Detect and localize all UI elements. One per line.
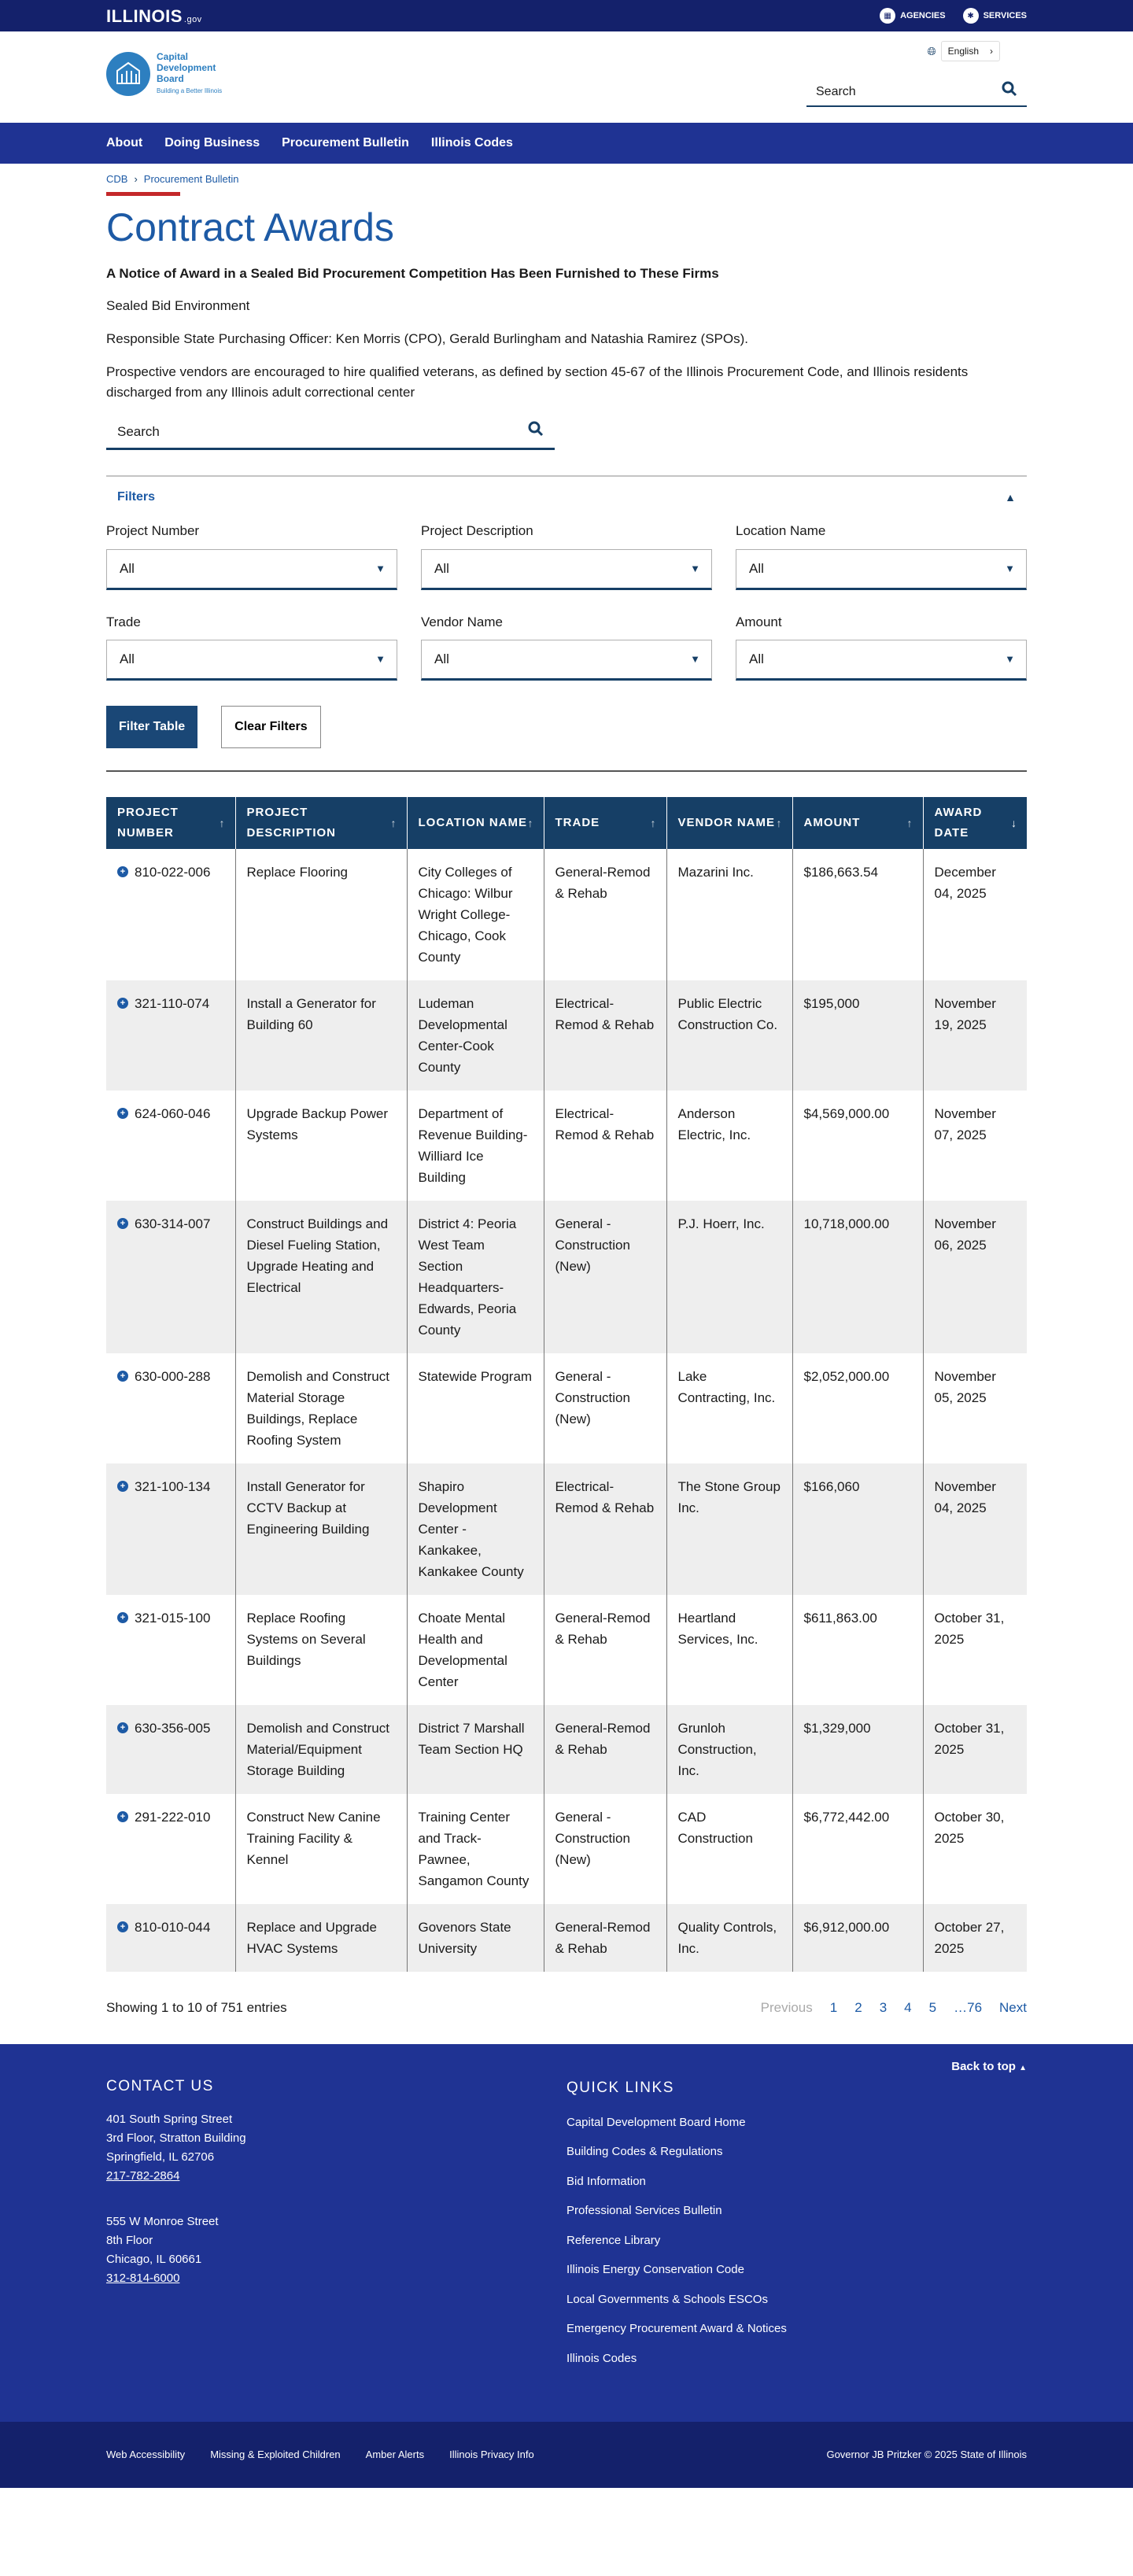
building-icon: ▦	[880, 8, 895, 24]
expand-row-icon[interactable]: +	[117, 866, 128, 877]
language-value: English	[947, 46, 979, 57]
caret-down-icon: ▼	[1005, 562, 1015, 574]
caret-down-icon: ▼	[690, 562, 700, 574]
cell-project-description: Construct Buildings and Diesel Fueling Station, Upgrade Heating and Electrical	[235, 1201, 407, 1353]
cell-location-name: Govenors State University	[407, 1904, 544, 1972]
cell-amount: $166,060	[792, 1463, 923, 1595]
sort-arrow-icon: ↑	[776, 817, 783, 829]
quick-link-local-governments[interactable]: Local Governments & Schools ESCOs	[566, 2292, 768, 2306]
page-2-button[interactable]: 2	[854, 2000, 862, 2016]
project-number-text: 291-222-010	[135, 1810, 211, 1825]
cell-amount: $611,863.00	[792, 1595, 923, 1705]
column-label: AWARD DATE	[934, 806, 983, 840]
filter-label: Location Name	[736, 523, 826, 538]
quick-link-cdb-home[interactable]: Capital Development Board Home	[566, 2115, 746, 2129]
chevron-right-icon: ›	[990, 46, 993, 57]
sort-arrow-down-icon: ↓	[1011, 817, 1017, 829]
chicago-address	[106, 2212, 566, 2288]
filter-label: Trade	[106, 614, 141, 629]
filters-panel	[106, 475, 1027, 772]
cell-project-description: Replace Flooring	[235, 849, 407, 980]
project-number-text: 630-000-288	[135, 1369, 211, 1384]
cell-project-description: Demolish and Construct Material Storage Buildings, Replace Roofing System	[235, 1353, 407, 1463]
filters-toggle[interactable]	[106, 477, 1027, 507]
cell-project-description: Upgrade Backup Power Systems	[235, 1091, 407, 1201]
cell-location-name: Choate Mental Health and Developmental Center	[407, 1595, 544, 1705]
veterans-text: Prospective vendors are encouraged to hire qualified veterans, as defined by section 45-67 of the Illinois Procurement Code, and Illinois residents discharged from any Illinois adult correctional center	[106, 364, 969, 400]
nav-item-procurement-bulletin[interactable]: Procurement Bulletin	[282, 136, 409, 149]
cell-project-description: Replace and Upgrade HVAC Systems	[235, 1904, 407, 1972]
address-line: 555 W Monroe Street	[106, 2215, 219, 2228]
column-header-location-name[interactable]	[407, 797, 544, 849]
breadcrumb	[106, 164, 1027, 187]
table-row	[106, 1463, 1027, 1595]
cell-amount: $195,000	[792, 980, 923, 1091]
cell-project-number	[106, 980, 235, 1091]
cell-project-description: Construct New Canine Training Facility & Kennel	[235, 1794, 407, 1904]
page-5-button[interactable]: 5	[928, 2000, 937, 2016]
project-number-text: 630-314-007	[135, 1216, 211, 1231]
cell-trade: General - Construction (New)	[544, 1353, 666, 1463]
cell-trade: General-Remod & Rehab	[544, 1595, 666, 1705]
contact-title: CONTACT US	[106, 2078, 214, 2094]
select-value: All	[120, 560, 135, 576]
caret-up-icon: ▲	[1019, 2064, 1027, 2072]
cell-vendor-name: CAD Construction	[666, 1794, 792, 1904]
column-header-award-date[interactable]	[923, 797, 1027, 849]
column-header-vendor-name[interactable]	[666, 797, 792, 849]
cell-vendor-name: P.J. Hoerr, Inc.	[666, 1201, 792, 1353]
project-description-select[interactable]	[421, 549, 712, 590]
column-header-project-description[interactable]	[235, 797, 407, 849]
project-number-text: 810-022-006	[135, 865, 211, 880]
sort-arrow-icon: ↑	[650, 817, 657, 829]
quick-link-professional-services[interactable]: Professional Services Bulletin	[566, 2204, 722, 2217]
brand-line-3: Board	[157, 73, 184, 84]
table-row	[106, 1091, 1027, 1201]
cell-project-description: Demolish and Construct Material/Equipment Storage Building	[235, 1705, 407, 1794]
cdb-name	[157, 51, 222, 97]
cell-award-date: November 05, 2025	[934, 1369, 996, 1405]
agencies-link[interactable]	[880, 8, 945, 24]
filter-project-number	[106, 521, 397, 590]
pagination	[106, 1972, 1027, 2044]
cell-award-date: November 04, 2025	[923, 1463, 1027, 1595]
cell-amount: $6,912,000.00	[792, 1904, 923, 1972]
breadcrumb-cdb[interactable]: CDB	[106, 173, 128, 185]
back-to-top-label: Back to top	[951, 2060, 1016, 2073]
cell-location-name: Training Center and Track-Pawnee, Sangamon County	[407, 1794, 544, 1904]
chevron-right-icon: ›	[134, 173, 138, 185]
quick-link-emergency-procurement[interactable]: Emergency Procurement Award & Notices	[566, 2322, 787, 2335]
header-search-input[interactable]	[806, 79, 1027, 107]
cell-award-date: November 07, 2025	[934, 1106, 996, 1142]
cell-project-number	[106, 1201, 235, 1353]
select-value: All	[749, 651, 764, 667]
cell-location-name: Ludeman Developmental Center-Cook County	[407, 980, 544, 1091]
cell-project-number	[106, 1794, 235, 1904]
expand-row-icon[interactable]: +	[117, 1722, 128, 1733]
expand-row-icon[interactable]: +	[117, 1108, 128, 1119]
quick-link-energy-code[interactable]: Illinois Energy Conservation Code	[566, 2263, 744, 2276]
filter-label: Amount	[736, 614, 782, 629]
services-link[interactable]	[963, 8, 1027, 24]
cell-amount: $2,052,000.00	[792, 1353, 923, 1463]
cell-vendor-name: Mazarini Inc.	[666, 849, 792, 980]
column-label: VENDOR NAME	[677, 816, 776, 829]
column-header-project-number[interactable]	[106, 797, 235, 849]
project-number-text: 321-015-100	[135, 1611, 211, 1626]
filter-amount	[736, 612, 1027, 681]
springfield-phone-link[interactable]: 217-782-2864	[106, 2169, 180, 2183]
privacy-info-link[interactable]: Illinois Privacy Info	[449, 2449, 534, 2461]
cell-project-number	[106, 849, 235, 980]
previous-page-button[interactable]: Previous	[760, 2000, 813, 2016]
cell-amount: $186,663.54	[792, 849, 923, 980]
cell-award-date: November 19, 2025	[923, 980, 1027, 1091]
back-to-top-link[interactable]	[951, 2058, 1027, 2076]
language-selector[interactable]	[927, 41, 1000, 61]
main-nav	[0, 123, 1133, 164]
cell-trade: Electrical-Remod & Rehab	[544, 1463, 666, 1595]
sort-arrow-icon: ↑	[390, 817, 397, 829]
amount-select[interactable]	[736, 640, 1027, 681]
expand-row-icon[interactable]: +	[117, 998, 128, 1009]
filter-vendor-name	[421, 612, 712, 681]
services-icon: ✱	[963, 8, 979, 24]
cell-award-date: November 06, 2025	[923, 1201, 1027, 1353]
table-search-input[interactable]	[106, 415, 555, 450]
next-page-button[interactable]: Next	[999, 2000, 1027, 2016]
expand-row-icon[interactable]: +	[117, 1218, 128, 1229]
cell-award-date: October 27, 2025	[923, 1904, 1027, 1972]
expand-row-icon[interactable]: +	[117, 1481, 128, 1492]
officer-text: Responsible State Purchasing Officer: Ken Morris (CPO), Gerald Burlingham and Natashia Ramirez (SPOs).	[106, 331, 749, 346]
cell-vendor-name: The Stone Group Inc.	[666, 1463, 792, 1595]
cell-trade: Electrical-Remod & Rehab	[544, 980, 666, 1091]
expand-row-icon[interactable]: +	[117, 1811, 128, 1822]
table-row	[106, 980, 1027, 1091]
project-number-text: 624-060-046	[135, 1106, 211, 1121]
column-header-amount[interactable]	[792, 797, 923, 849]
cell-trade: General-Remod & Rehab	[544, 1904, 666, 1972]
project-number-text: 630-356-005	[135, 1721, 211, 1736]
nav-item-about[interactable]: About	[106, 136, 143, 149]
table-row	[106, 1595, 1027, 1705]
table-row	[106, 1705, 1027, 1794]
quick-links-section	[566, 2077, 787, 2379]
cell-project-number	[106, 1904, 235, 1972]
column-label: LOCATION NAME	[418, 816, 528, 829]
table-row	[106, 1353, 1027, 1463]
vendor-name-select[interactable]	[421, 640, 712, 681]
expand-row-icon[interactable]: +	[117, 1371, 128, 1382]
site-header	[0, 31, 1133, 123]
illinois-gov-logo[interactable]	[106, 3, 202, 29]
page-3-button[interactable]: 3	[879, 2000, 888, 2016]
select-value: All	[434, 560, 449, 576]
page-subtitle: A Notice of Award in a Sealed Bid Procurement Competition Has Been Furnished to These Firms	[106, 265, 719, 281]
search-icon[interactable]	[528, 420, 544, 444]
cell-project-number	[106, 1595, 235, 1705]
chicago-phone-link[interactable]: 312-814-6000	[106, 2272, 180, 2285]
cell-amount: $4,569,000.00	[792, 1091, 923, 1201]
cell-project-description: Install Generator for CCTV Backup at Engineering Building	[235, 1463, 407, 1595]
caret-up-icon: ▲	[1005, 490, 1016, 504]
project-number-select[interactable]	[106, 549, 397, 590]
amber-alerts-link[interactable]: Amber Alerts	[365, 2449, 425, 2461]
cell-amount: $1,329,000	[792, 1705, 923, 1794]
quick-link-illinois-codes[interactable]: Illinois Codes	[566, 2351, 637, 2365]
cell-vendor-name: Grunloh Construction, Inc.	[666, 1705, 792, 1794]
address-line: 401 South Spring Street	[106, 2113, 233, 2126]
select-value: All	[749, 560, 764, 576]
table-header-row	[106, 797, 1027, 849]
cell-location-name: Shapiro Development Center - Kankakee, Kankakee County	[407, 1463, 544, 1595]
cell-location-name: District 4: Peoria West Team Section Headquarters-Edwards, Peoria County	[407, 1201, 544, 1353]
column-label: AMOUNT	[803, 816, 861, 829]
column-header-trade[interactable]	[544, 797, 666, 849]
cell-award-date: October 31, 2025	[934, 1611, 1005, 1647]
entries-info: Showing 1 to 10 of 751 entries	[106, 2000, 287, 2016]
select-value: All	[434, 651, 449, 667]
page-title: Contract Awards	[106, 205, 394, 249]
cell-award-date: December 04, 2025	[934, 865, 996, 901]
caret-down-icon: ▼	[1005, 653, 1015, 666]
cell-location-name: Statewide Program	[407, 1353, 544, 1463]
column-label: PROJECT DESCRIPTION	[246, 806, 337, 840]
title-accent-rule	[106, 192, 180, 196]
cell-project-number	[106, 1705, 235, 1794]
brand-tagline: Building a Better Illinois	[157, 87, 223, 94]
table-row	[106, 1201, 1027, 1353]
expand-row-icon[interactable]: +	[117, 1921, 128, 1932]
last-page-button[interactable]: …76	[954, 2000, 983, 2016]
quick-link-building-codes[interactable]: Building Codes & Regulations	[566, 2145, 723, 2158]
filter-trade	[106, 612, 397, 681]
site-footer	[0, 2044, 1133, 2422]
quick-link-reference-library[interactable]: Reference Library	[566, 2233, 661, 2247]
copyright-text: Governor JB Pritzker © 2025 State of Illinois	[826, 2449, 1027, 2461]
breadcrumb-procurement-bulletin[interactable]: Procurement Bulletin	[143, 173, 239, 185]
column-label: PROJECT NUMBER	[117, 806, 179, 840]
springfield-address	[106, 2110, 566, 2186]
contract-awards-table	[106, 797, 1027, 1972]
sort-arrow-icon: ↑	[527, 817, 534, 829]
expand-row-icon[interactable]: +	[117, 1612, 128, 1623]
sort-arrow-icon: ↑	[219, 817, 226, 829]
cell-vendor-name: Heartland Services, Inc.	[666, 1595, 792, 1705]
address-line: Chicago, IL 60661	[106, 2253, 202, 2266]
filter-location-name	[736, 521, 1027, 590]
brand-line-1: Capital	[157, 51, 189, 62]
quick-link-bid-information[interactable]: Bid Information	[566, 2174, 646, 2188]
cell-location-name: Department of Revenue Building-Williard Ice Building	[407, 1091, 544, 1201]
table-row	[106, 1794, 1027, 1904]
nav-item-illinois-codes[interactable]: Illinois Codes	[430, 136, 513, 149]
clear-filters-button[interactable]: Clear Filters	[221, 706, 320, 748]
filters-title: Filters	[117, 490, 156, 504]
logo-suffix: .gov	[183, 14, 202, 24]
cdb-logo-mark-icon	[106, 52, 150, 96]
page-4-button[interactable]: 4	[904, 2000, 912, 2016]
trade-select[interactable]	[106, 640, 397, 681]
cell-project-description: Replace Roofing Systems on Several Buildings	[235, 1595, 407, 1705]
top-bar	[0, 0, 1133, 31]
main-content	[106, 164, 1027, 2044]
caret-down-icon: ▼	[375, 562, 386, 574]
caret-down-icon: ▼	[375, 653, 386, 666]
cell-project-number	[106, 1463, 235, 1595]
filter-project-description	[421, 521, 712, 590]
cell-amount: 10,718,000.00	[792, 1201, 923, 1353]
environment-text: Sealed Bid Environment	[106, 298, 250, 313]
location-name-select[interactable]	[736, 549, 1027, 590]
table-row	[106, 849, 1027, 980]
cell-trade: General - Construction (New)	[544, 1201, 666, 1353]
quick-links-title: QUICK LINKS	[566, 2080, 674, 2096]
project-number-text: 321-110-074	[135, 996, 210, 1011]
address-line: 3rd Floor, Stratton Building	[106, 2131, 246, 2145]
cell-award-date: October 31, 2025	[923, 1705, 1027, 1794]
header-search-placeholder: Search	[816, 85, 856, 98]
cell-vendor-name: Public Electric Construction Co.	[666, 980, 792, 1091]
filter-label: Project Description	[421, 523, 533, 538]
address-line: Springfield, IL 62706	[106, 2150, 215, 2164]
cell-project-description: Install a Generator for Building 60	[235, 980, 407, 1091]
cell-project-number	[106, 1091, 235, 1201]
cell-vendor-name: Anderson Electric, Inc.	[666, 1091, 792, 1201]
filter-label: Vendor Name	[421, 614, 503, 629]
filter-table-button[interactable]: Filter Table	[106, 706, 197, 748]
select-value: All	[120, 651, 135, 667]
cell-trade: General-Remod & Rehab	[544, 849, 666, 980]
column-label: TRADE	[555, 816, 600, 829]
cell-project-number	[106, 1353, 235, 1463]
globe-icon: 🌐︎	[927, 44, 936, 57]
bottom-bar	[0, 2422, 1133, 2488]
cell-location-name: District 7 Marshall Team Section HQ	[407, 1705, 544, 1794]
table-search-placeholder: Search	[117, 423, 160, 439]
project-number-text: 810-010-044	[135, 1920, 211, 1935]
cell-award-date: October 30, 2025	[934, 1810, 1005, 1846]
filter-label: Project Number	[106, 523, 200, 538]
search-icon[interactable]	[1002, 80, 1017, 104]
nav-item-doing-business[interactable]: Doing Business	[164, 136, 260, 149]
agencies-label: AGENCIES	[900, 10, 946, 20]
services-label: SERVICES	[983, 10, 1027, 20]
cell-trade: General-Remod & Rehab	[544, 1705, 666, 1794]
table-row	[106, 1904, 1027, 1972]
logo-text: ILLINOIS	[106, 6, 183, 26]
address-line: 8th Floor	[106, 2234, 153, 2247]
cell-location-name: City Colleges of Chicago: Wilbur Wright College-Chicago, Cook County	[407, 849, 544, 980]
cdb-logo[interactable]	[106, 49, 222, 99]
page-1-button[interactable]: 1	[829, 2000, 838, 2016]
project-number-text: 321-100-134	[135, 1479, 211, 1494]
cell-trade: Electrical-Remod & Rehab	[544, 1091, 666, 1201]
brand-line-2: Development	[157, 62, 216, 73]
cell-vendor-name: Quality Controls, Inc.	[666, 1904, 792, 1972]
web-accessibility-link[interactable]: Web Accessibility	[106, 2449, 186, 2461]
cell-trade: General - Construction (New)	[544, 1794, 666, 1904]
sort-arrow-icon: ↑	[906, 817, 913, 829]
missing-children-link[interactable]: Missing & Exploited Children	[210, 2449, 341, 2461]
caret-down-icon: ▼	[690, 653, 700, 666]
contact-us-section	[106, 2077, 566, 2379]
cell-vendor-name: Lake Contracting, Inc.	[666, 1353, 792, 1463]
cell-amount: $6,772,442.00	[792, 1794, 923, 1904]
